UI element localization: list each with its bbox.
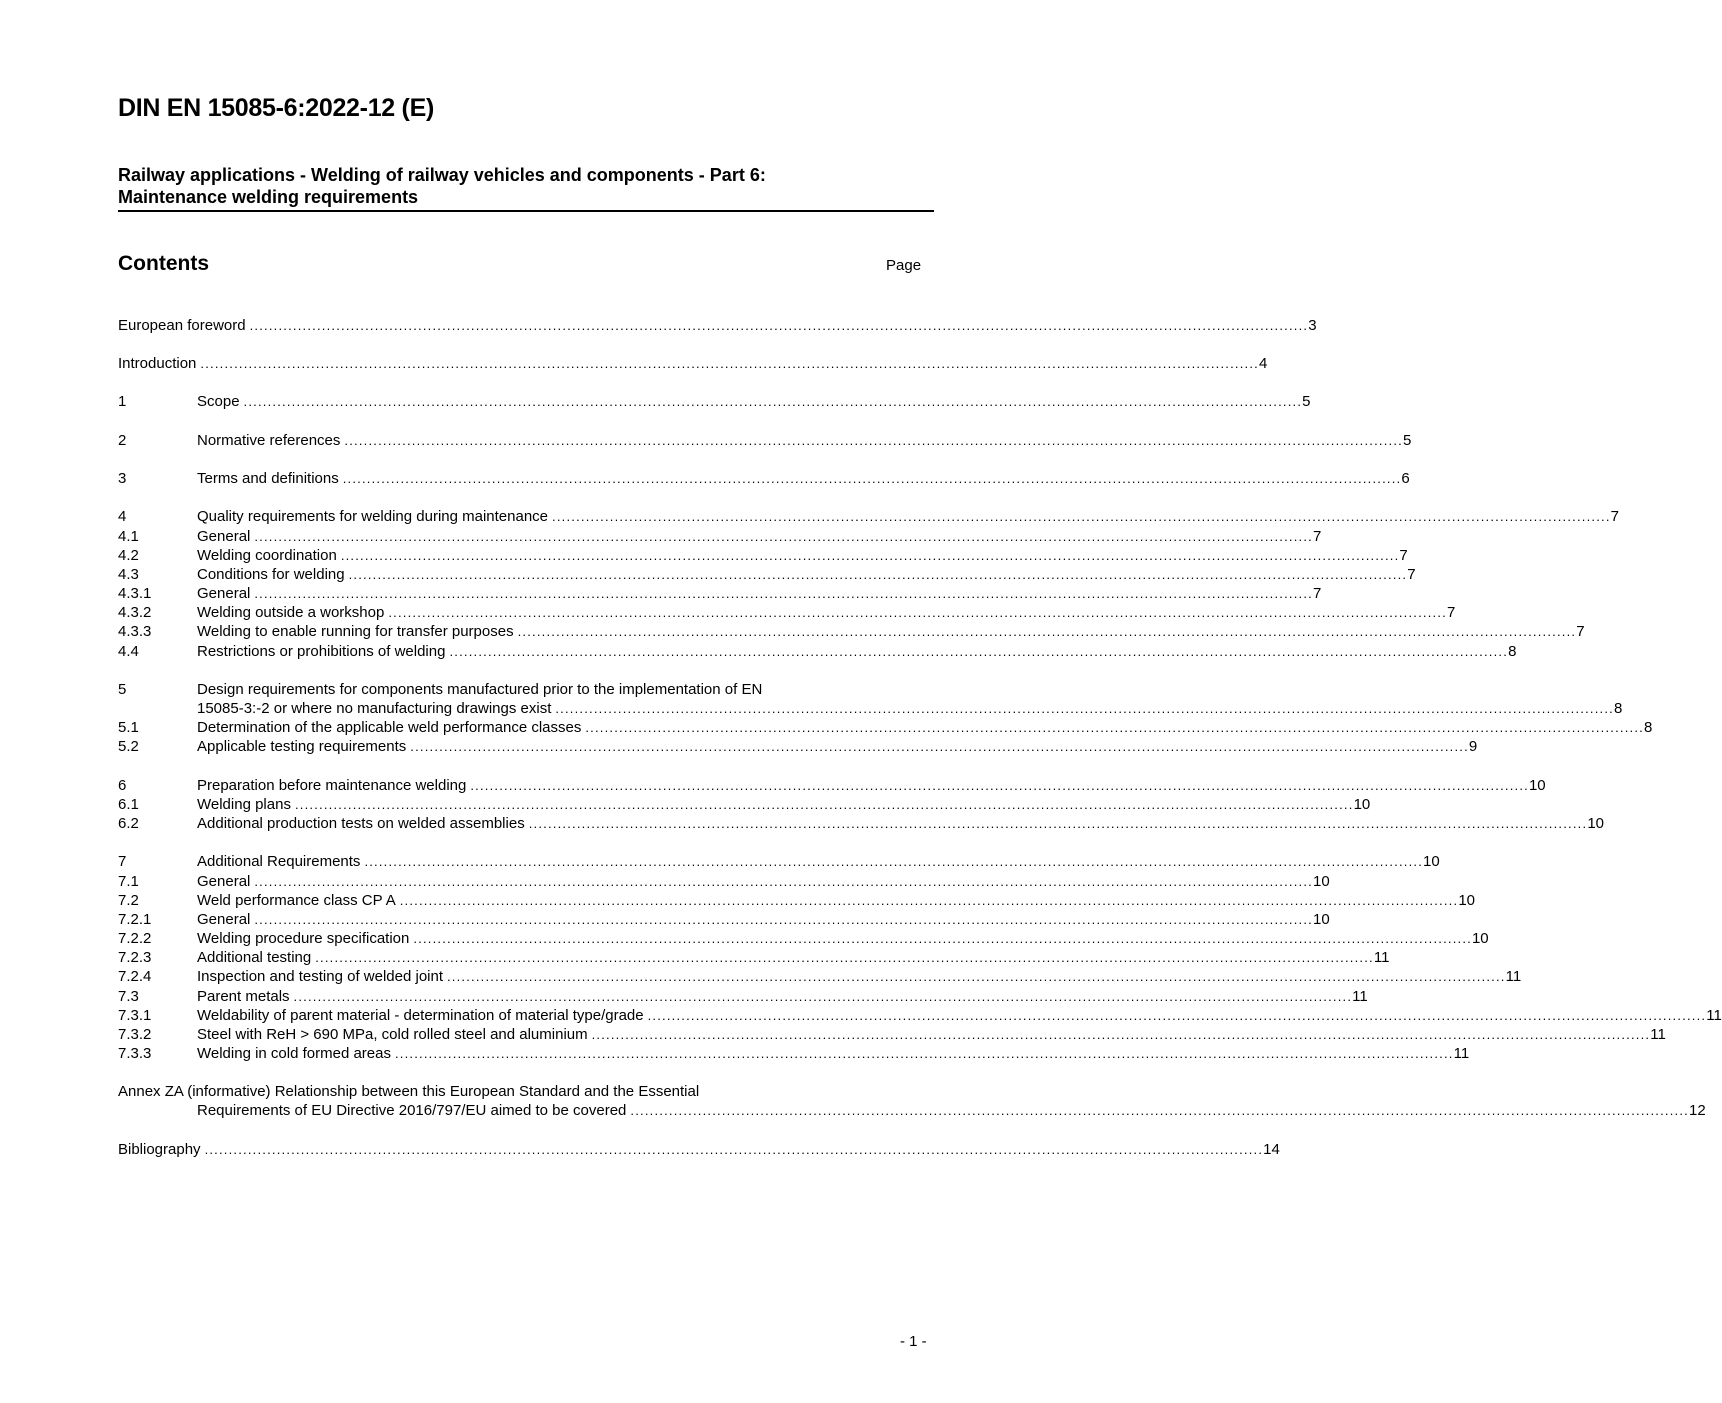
toc-entry-7-2[interactable]	[118, 891, 1475, 910]
toc-entry-4-3[interactable]	[118, 565, 1416, 584]
toc-page: 7	[1312, 528, 1322, 545]
toc-entry-5-2[interactable]	[118, 737, 1478, 756]
toc-number: 4.1	[118, 528, 139, 545]
toc-leader-dots: ............................................................................................................................................................................................................................	[344, 433, 1403, 448]
toc-number: 7.1	[118, 873, 139, 890]
toc-number: 7.2.4	[118, 968, 152, 985]
toc-number: 6.1	[118, 796, 139, 813]
toc-page: 7	[1407, 566, 1416, 583]
contents-heading: Contents	[118, 252, 209, 275]
toc-entry-6-1[interactable]	[118, 795, 1371, 814]
toc-entry-4-1[interactable]	[118, 527, 1322, 546]
toc-leader-dots: ............................................................................................................................................................................................................................	[254, 912, 1313, 927]
toc-number: 1	[118, 393, 127, 410]
toc-page: 7	[1399, 547, 1408, 564]
toc-entry-annex-za[interactable]	[118, 1082, 1706, 1120]
toc-page: 11	[1352, 988, 1368, 1005]
toc-leader-dots: ............................................................................................................................................................................................................................	[254, 586, 1313, 601]
toc-title: Normative references	[197, 432, 341, 449]
toc-number: 7.2.1	[118, 911, 152, 928]
toc-title: Restrictions or prohibitions of welding	[197, 643, 446, 660]
toc-leader-dots: ............................................................................................................................................................................................................................	[555, 701, 1614, 716]
toc-title: Weldability of parent material - determination of material type/grade	[197, 1007, 644, 1024]
toc-page: 11	[1453, 1045, 1470, 1062]
toc-leader-dots: ............................................................................................................................................................................................................................	[395, 1046, 1454, 1061]
toc-leader-dots: ............................................................................................................................................................................................................................	[517, 624, 1577, 639]
toc-entry-7-3-3[interactable]	[118, 1044, 1470, 1063]
toc-page: 10	[1312, 911, 1330, 928]
document-title	[118, 164, 933, 208]
toc-number: 4.3.3	[118, 623, 152, 640]
toc-page: 5	[1403, 432, 1412, 449]
toc-page: 7	[1446, 604, 1456, 621]
toc-number: 7.3.3	[118, 1045, 152, 1062]
toc-leader-dots: ............................................................................................................................................................................................................................	[399, 893, 1459, 908]
toc-entry-7-2-1[interactable]	[118, 910, 1330, 929]
title-divider	[118, 210, 934, 212]
toc-page: 10	[1587, 815, 1604, 832]
toc-title: European foreword	[118, 317, 246, 334]
toc-leader-dots: ............................................................................................................................................................................................................................	[528, 816, 1588, 831]
toc-page: 12	[1689, 1102, 1706, 1119]
footer-page-number: - 1 -	[900, 1333, 927, 1350]
toc-number: 7.3.2	[118, 1026, 152, 1043]
document-title-line-1: Railway applications - Welding of railway vehicles and components - Part 6:	[118, 165, 766, 185]
toc-entry-european-foreword[interactable]	[118, 316, 1317, 335]
toc-leader-dots: ............................................................................................................................................................................................................................	[315, 950, 1374, 965]
toc-page: 7	[1576, 623, 1585, 640]
toc-entry-2[interactable]	[118, 431, 1412, 450]
toc-page: 4	[1259, 355, 1268, 372]
toc-number: 5.2	[118, 738, 139, 755]
toc-title: General	[197, 585, 251, 602]
toc-title: Quality requirements for welding during maintenance	[197, 508, 549, 525]
toc-title: Weld performance class CP A	[197, 892, 396, 909]
toc-entry-4-2[interactable]	[118, 546, 1408, 565]
toc-title: Welding in cold formed areas	[197, 1045, 391, 1062]
toc-entry-4-3-1[interactable]	[118, 584, 1322, 603]
toc-page: 5	[1302, 393, 1311, 410]
toc-leader-dots: ............................................................................................................................................................................................................................	[447, 969, 1506, 984]
toc-title: Parent metals	[197, 988, 290, 1005]
toc-entry-7-1[interactable]	[118, 872, 1330, 891]
toc-page: 6	[1401, 470, 1410, 487]
toc-entry-3[interactable]	[118, 469, 1410, 488]
toc-number: 6	[118, 777, 127, 794]
toc-leader-dots: ............................................................................................................................................................................................................................	[647, 1008, 1707, 1023]
toc-title: Welding outside a workshop	[197, 604, 385, 621]
toc-number: 7.2	[118, 892, 139, 909]
toc-leader-dots: ............................................................................................................................................................................................................................	[410, 739, 1469, 754]
toc-page: 11	[1706, 1007, 1722, 1024]
toc-leader-dots: ............................................................................................................................................................................................................................	[348, 567, 1408, 582]
toc-number: 2	[118, 432, 127, 449]
toc-title: Steel with ReH > 690 MPa, cold rolled steel and aluminium	[197, 1026, 588, 1043]
toc-page: 10	[1528, 777, 1546, 794]
toc-leader-dots: ............................................................................................................................................................................................................................	[254, 529, 1313, 544]
toc-number: 7.3	[118, 988, 139, 1005]
toc-entry-7-3-2[interactable]	[118, 1025, 1666, 1044]
toc-page: 9	[1468, 738, 1478, 755]
toc-number: 5.1	[118, 719, 139, 736]
toc-leader-dots: ............................................................................................................................................................................................................................	[294, 797, 1354, 812]
toc-title: Welding to enable running for transfer purposes	[197, 623, 514, 640]
toc-title: Scope	[197, 393, 240, 410]
toc-entry-6-2[interactable]	[118, 814, 1604, 833]
toc-number: 4.4	[118, 643, 139, 660]
toc-page: 8	[1508, 643, 1517, 660]
toc-entry-6[interactable]	[118, 776, 1546, 795]
toc-number: 6.2	[118, 815, 139, 832]
toc-leader-dots: ............................................................................................................................................................................................................................	[249, 318, 1309, 333]
toc-page: 8	[1613, 700, 1623, 717]
toc-page: 10	[1471, 930, 1489, 947]
toc-title-continued: 15085-3:-2 or where no manufacturing drawings exist	[197, 700, 552, 717]
toc-leader-dots: ............................................................................................................................................................................................................................	[200, 356, 1259, 371]
toc-leader-dots: ............................................................................................................................................................................................................................	[630, 1103, 1689, 1118]
toc-title: Preparation before maintenance welding	[197, 777, 467, 794]
toc-page: 11	[1373, 949, 1390, 966]
toc-leader-dots: ............................................................................................................................................................................................................................	[364, 854, 1424, 869]
toc-entry-7-3-1[interactable]	[118, 1006, 1722, 1025]
toc-number: 7.2.2	[118, 930, 152, 947]
toc-leader-dots: ............................................................................................................................................................................................................................	[413, 931, 1472, 946]
toc-number: 5	[118, 681, 127, 698]
toc-entry-7-2-3[interactable]	[118, 948, 1390, 967]
toc-entry-7-2-4[interactable]	[118, 967, 1522, 986]
toc-page: 10	[1423, 853, 1440, 870]
toc-title: General	[197, 528, 251, 545]
toc-title: Conditions for welding	[197, 566, 345, 583]
document-id: DIN EN 15085-6:2022-12 (E)	[118, 94, 434, 122]
toc-leader-dots: ............................................................................................................................................................................................................................	[470, 778, 1529, 793]
toc-leader-dots: ............................................................................................................................................................................................................................	[254, 874, 1313, 889]
toc-entry-introduction[interactable]	[118, 354, 1268, 373]
toc-leader-dots: ............................................................................................................................................................................................................................	[293, 989, 1353, 1004]
toc-entry-4-3-3[interactable]	[118, 622, 1585, 641]
toc-leader-dots: ............................................................................................................................................................................................................................	[340, 548, 1400, 563]
toc-page: 10	[1353, 796, 1371, 813]
toc-page: 10	[1458, 892, 1475, 909]
toc-leader-dots: ............................................................................................................................................................................................................................	[552, 509, 1611, 524]
toc-page: 7	[1610, 508, 1619, 525]
toc-title: Annex ZA (informative) Relationship between this European Standard and the Essential	[118, 1083, 700, 1100]
toc-entry-4[interactable]	[118, 507, 1619, 526]
toc-leader-dots: ............................................................................................................................................................................................................................	[591, 1027, 1651, 1042]
toc-title: Terms and definitions	[197, 470, 339, 487]
toc-entry-7-2-2[interactable]	[118, 929, 1489, 948]
toc-page: 8	[1643, 719, 1653, 736]
toc-entry-5-1[interactable]	[118, 718, 1653, 737]
toc-number: 4.3.2	[118, 604, 152, 621]
toc-number: 4.3	[118, 566, 139, 583]
toc-leader-dots: ............................................................................................................................................................................................................................	[388, 605, 1447, 620]
toc-title: Introduction	[118, 355, 197, 372]
toc-entry-4-4[interactable]	[118, 642, 1517, 661]
toc-title: Welding plans	[197, 796, 291, 813]
toc-title: Bibliography	[118, 1141, 201, 1158]
toc-title: Welding procedure specification	[197, 930, 410, 947]
toc-number: 4	[118, 508, 127, 525]
toc-leader-dots: ............................................................................................................................................................................................................................	[204, 1142, 1264, 1157]
toc-title: General	[197, 873, 251, 890]
toc-entry-7-3[interactable]	[118, 987, 1368, 1006]
toc-title: Applicable testing requirements	[197, 738, 407, 755]
page-column-heading: Page	[886, 257, 922, 274]
toc-title-continued: Requirements of EU Directive 2016/797/EU aimed to be covered	[197, 1102, 627, 1119]
toc-number: 7.3.1	[118, 1007, 152, 1024]
toc-number: 7	[118, 853, 127, 870]
toc-page: 14	[1263, 1141, 1280, 1158]
toc-number: 4.2	[118, 547, 139, 564]
toc-title: Inspection and testing of welded joint	[197, 968, 443, 985]
toc-number: 7.2.3	[118, 949, 152, 966]
toc-entry-7[interactable]	[118, 852, 1440, 871]
toc-leader-dots: ............................................................................................................................................................................................................................	[243, 394, 1303, 409]
toc-title: Additional production tests on welded assemblies	[197, 815, 525, 832]
toc-title: Determination of the applicable weld performance classes	[197, 719, 582, 736]
toc-title: Additional testing	[197, 949, 312, 966]
toc-title: Welding coordination	[197, 547, 337, 564]
toc-entry-5[interactable]	[118, 680, 1623, 718]
toc-leader-dots: ............................................................................................................................................................................................................................	[449, 644, 1509, 659]
toc-number: 4.3.1	[118, 585, 152, 602]
toc-leader-dots: ............................................................................................................................................................................................................................	[342, 471, 1402, 486]
toc-number: 3	[118, 470, 127, 487]
toc-title: Design requirements for components manufactured prior to the implementation of EN	[197, 681, 763, 698]
toc-page: 11	[1650, 1026, 1666, 1043]
document-title-line-2: Maintenance welding requirements	[118, 187, 419, 207]
toc-entry-4-3-2[interactable]	[118, 603, 1456, 622]
toc-page: 7	[1312, 585, 1322, 602]
toc-page: 3	[1308, 317, 1317, 334]
toc-page: 11	[1505, 968, 1522, 985]
toc-title: Additional Requirements	[197, 853, 361, 870]
toc-leader-dots: ............................................................................................................................................................................................................................	[585, 720, 1644, 735]
toc-page: 10	[1312, 873, 1330, 890]
toc-title: General	[197, 911, 251, 928]
toc-entry-bibliography[interactable]	[118, 1140, 1280, 1159]
toc-entry-1[interactable]	[118, 392, 1311, 411]
